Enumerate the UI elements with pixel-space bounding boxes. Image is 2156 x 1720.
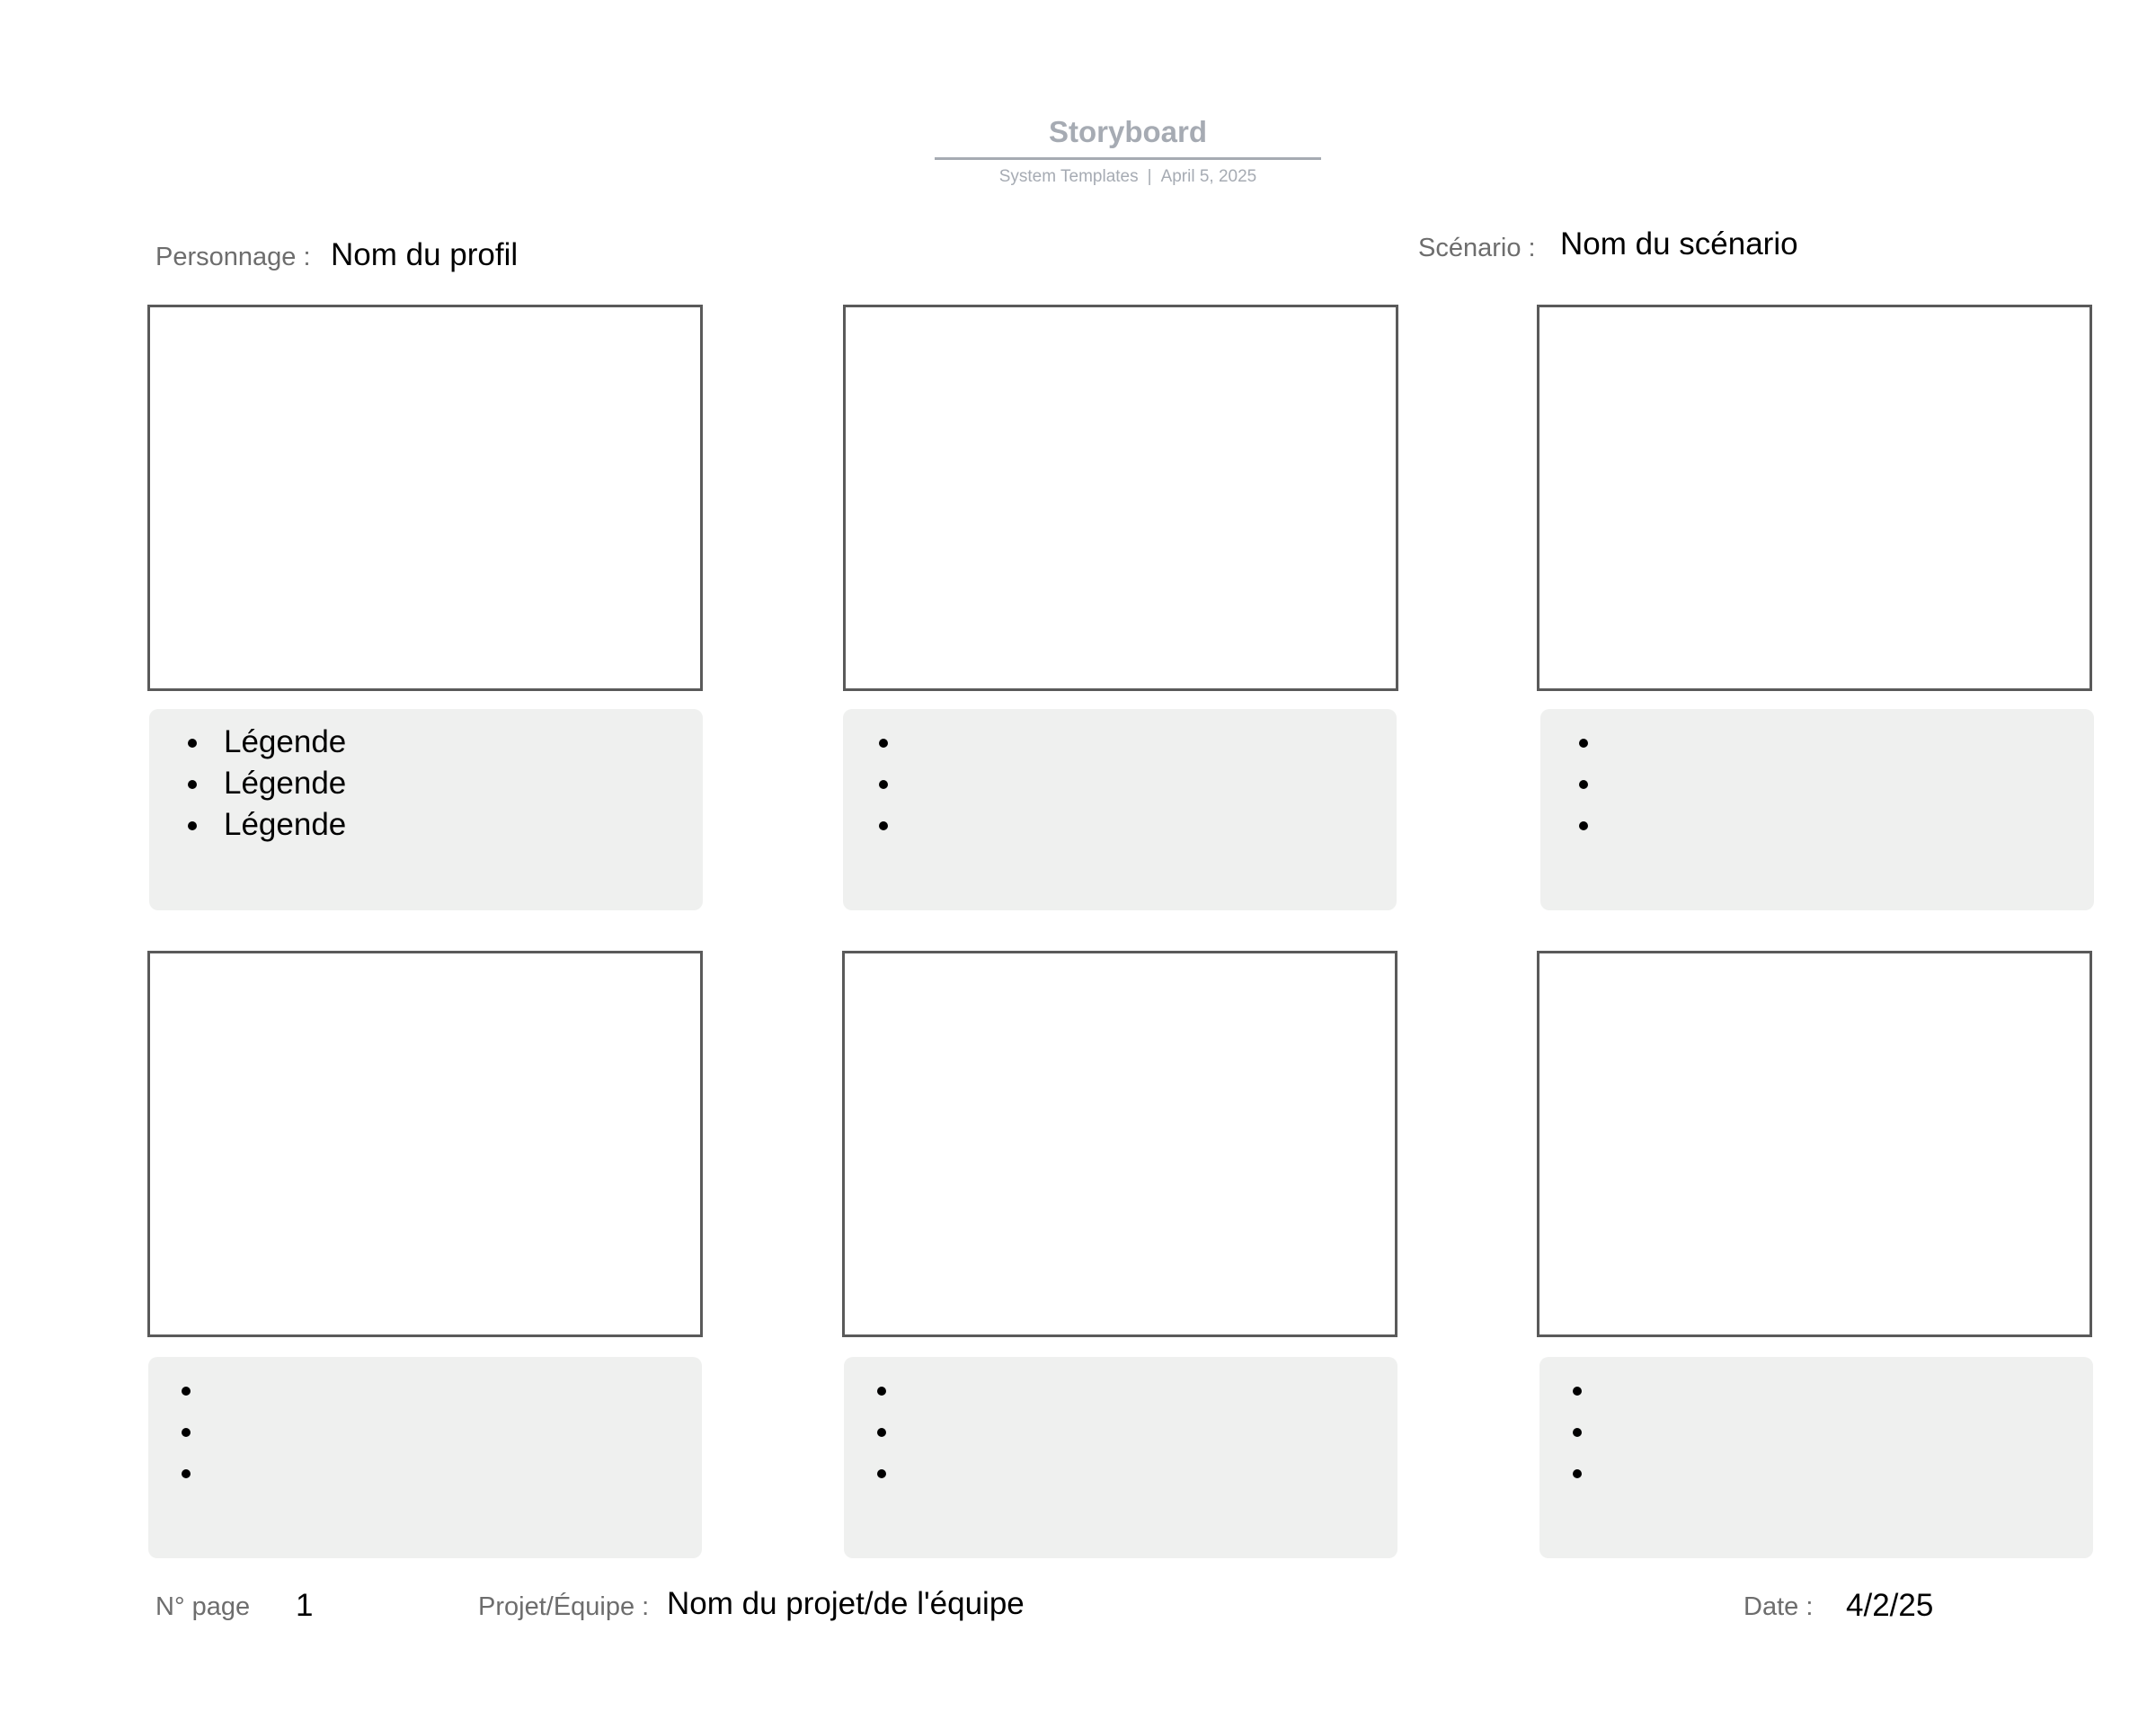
caption-list — [1573, 1370, 2093, 1494]
bullet-icon — [1573, 1428, 1582, 1437]
date-value[interactable]: 4/2/25 — [1846, 1588, 1934, 1623]
bullet-icon — [182, 1469, 191, 1478]
scenario-label: Scénario : — [1418, 234, 1536, 262]
date-label: Date : — [1743, 1592, 1814, 1621]
caption-box-5[interactable] — [844, 1357, 1397, 1558]
caption-item — [879, 763, 1397, 804]
caption-item — [1573, 1411, 2093, 1452]
scenario-value[interactable]: Nom du scénario — [1560, 226, 1798, 262]
bullet-icon — [877, 1428, 886, 1437]
caption-box-4[interactable] — [148, 1357, 702, 1558]
caption-list — [188, 722, 703, 846]
caption-item: Légende — [188, 804, 703, 846]
bullet-icon — [879, 780, 888, 789]
caption-item — [182, 1411, 702, 1452]
caption-item — [877, 1452, 1397, 1494]
caption-item: Légende — [188, 722, 703, 763]
page-number-label: N° page — [155, 1592, 251, 1621]
page-number-value[interactable]: 1 — [296, 1588, 314, 1623]
caption-item — [1573, 1452, 2093, 1494]
caption-item — [877, 1370, 1397, 1411]
bullet-icon — [1573, 1387, 1582, 1396]
title-underline — [935, 157, 1321, 160]
storyboard-frame-4[interactable] — [147, 951, 703, 1337]
bullet-icon — [877, 1387, 886, 1396]
storyboard-frame-3[interactable] — [1537, 305, 2092, 691]
storyboard-frame-2[interactable] — [843, 305, 1398, 691]
caption-item — [1573, 1370, 2093, 1411]
bullet-icon — [182, 1428, 191, 1437]
caption-item — [1579, 722, 2094, 763]
character-value[interactable]: Nom du profil — [331, 237, 519, 272]
caption-list — [182, 1370, 702, 1494]
caption-list — [879, 722, 1397, 846]
project-label: Projet/Équipe : — [478, 1592, 650, 1621]
bullet-icon — [188, 821, 197, 830]
page-title: Storyboard — [1048, 115, 1208, 148]
template-date: April 5, 2025 — [1160, 167, 1257, 186]
bullet-icon — [877, 1469, 886, 1478]
bullet-icon — [188, 739, 197, 748]
caption-item — [1579, 804, 2094, 846]
storyboard-frame-5[interactable] — [842, 951, 1397, 1337]
caption-box-3[interactable] — [1540, 709, 2094, 910]
caption-item — [1579, 763, 2094, 804]
project-value[interactable]: Nom du projet/de l'équipe — [667, 1586, 1025, 1621]
storyboard-frame-1[interactable] — [147, 305, 703, 691]
storyboard-frame-6[interactable] — [1537, 951, 2092, 1337]
caption-box-2[interactable] — [843, 709, 1397, 910]
bullet-icon — [879, 821, 888, 830]
bullet-icon — [879, 739, 888, 748]
bullet-icon — [1579, 821, 1588, 830]
caption-list — [877, 1370, 1397, 1494]
page-subtitle — [935, 167, 1321, 187]
bullet-icon — [1573, 1469, 1582, 1478]
bullet-icon — [1579, 739, 1588, 748]
bullet-icon — [188, 780, 197, 789]
caption-item — [879, 722, 1397, 763]
caption-item — [182, 1370, 702, 1411]
caption-item — [877, 1411, 1397, 1452]
bullet-icon — [182, 1387, 191, 1396]
caption-box-6[interactable] — [1539, 1357, 2093, 1558]
subtitle-separator: | — [1147, 167, 1152, 186]
caption-item — [879, 804, 1397, 846]
caption-list — [1579, 722, 2094, 846]
caption-item: Légende — [188, 763, 703, 804]
bullet-icon — [1579, 780, 1588, 789]
template-source: System Templates — [998, 167, 1139, 186]
caption-box-1[interactable] — [149, 709, 703, 910]
character-label: Personnage : — [155, 243, 311, 271]
caption-item — [182, 1452, 702, 1494]
